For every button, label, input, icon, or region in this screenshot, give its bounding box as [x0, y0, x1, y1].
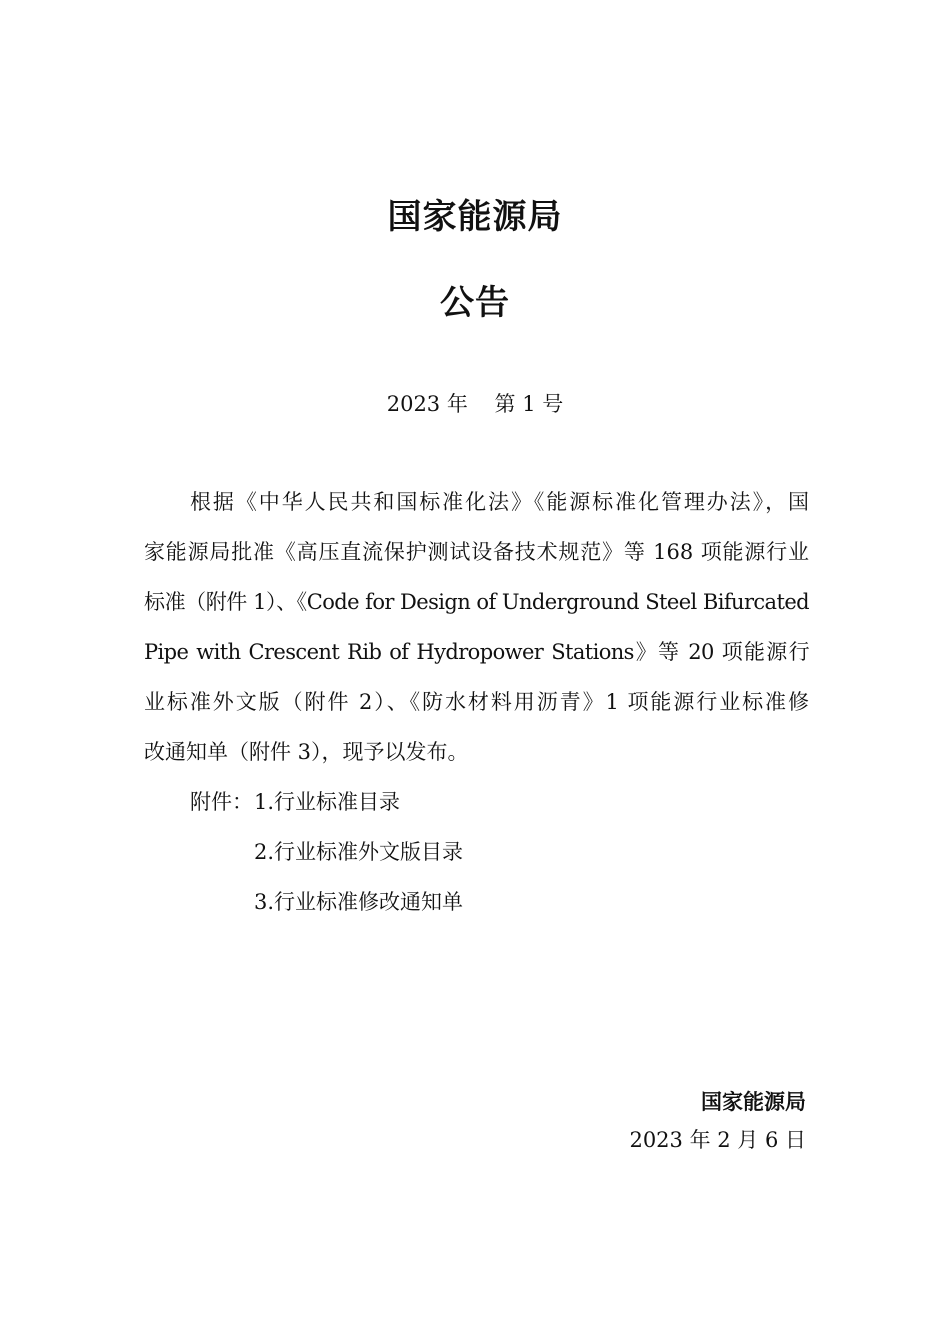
- document-year: 2023 年: [386, 392, 468, 416]
- paragraph-line-6: 改通知单（附件 3），现予以发布。: [144, 740, 469, 764]
- signature-organization: 国家能源局: [701, 1090, 806, 1114]
- paragraph-line-4: Pipe with Crescent Rib of Hydropower Stations》等 20 项能源行: [144, 640, 809, 664]
- paragraph-line-3: 标准（附件 1）、《Code for Design of Underground Steel Bifurcated: [144, 590, 809, 614]
- document-serial: 第 1 号: [494, 392, 564, 416]
- document-type-title: 公告: [440, 283, 510, 323]
- attachment-item-2: 2.行业标准外文版目录: [254, 840, 464, 864]
- paragraph-line-1: 根据《中华人民共和国标准化法》《能源标准化管理办法》，国: [190, 490, 809, 514]
- attachment-item-3: 3.行业标准修改通知单: [254, 890, 464, 914]
- agency-title: 国家能源局: [387, 197, 563, 237]
- paragraph-line-5: 业标准外文版（附件 2）、《防水材料用沥青》1 项能源行业标准修: [144, 690, 809, 714]
- document-number: [0, 390, 950, 418]
- paragraph-line-2: 家能源局批准《高压直流保护测试设备技术规范》等 168 项能源行业: [144, 540, 809, 564]
- signature-date: 2023 年 2 月 6 日: [629, 1128, 806, 1152]
- attachments-label: 附件：: [190, 790, 253, 814]
- attachment-item-1: 1.行业标准目录: [254, 790, 401, 814]
